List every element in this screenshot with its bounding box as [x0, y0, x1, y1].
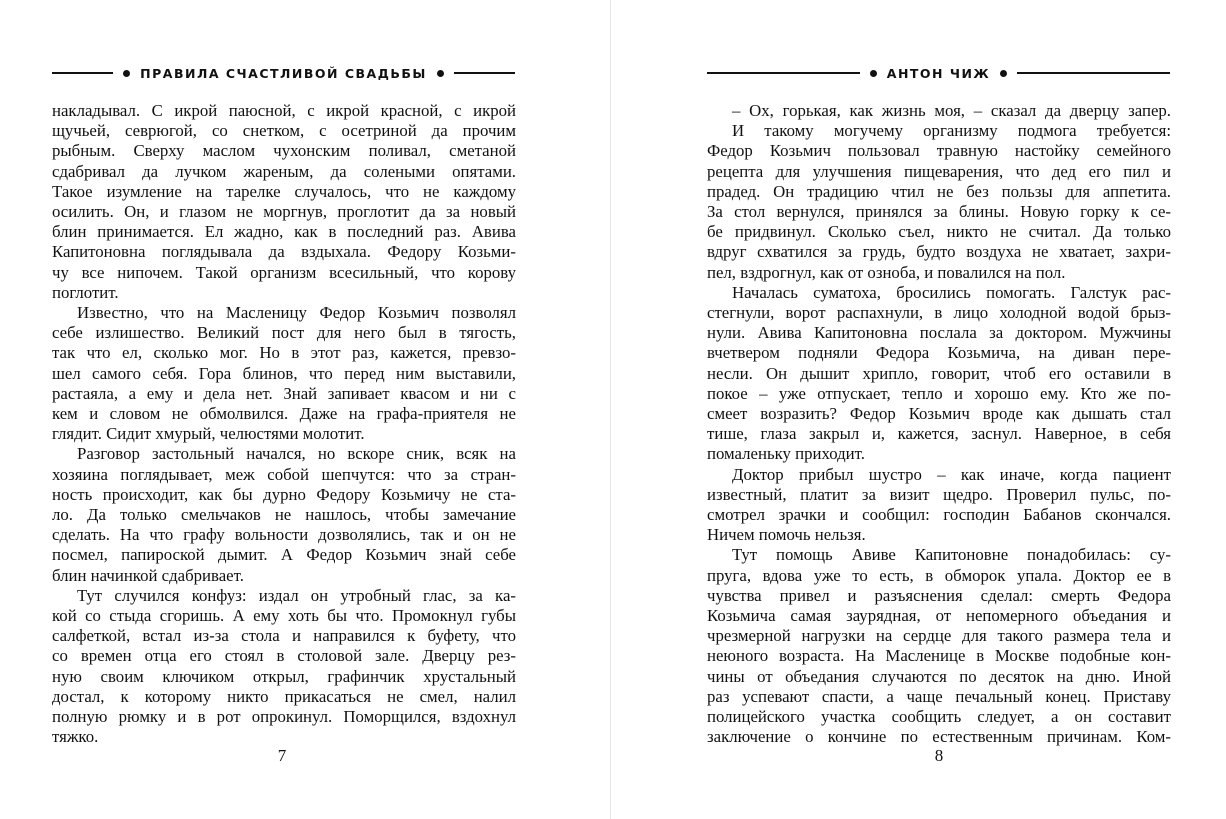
text-line: Известно, что на Масленицу Федор Козьмич позволял	[77, 303, 516, 323]
text-line: вчетвером подняли Федора Козьмича, на диван пере-	[707, 343, 1171, 363]
right-page	[611, 0, 1226, 819]
body-text	[52, 101, 516, 748]
header-rule-left	[707, 72, 860, 74]
text-line: сдабривал да лучком жареным, да солеными опятами.	[52, 161, 516, 181]
text-line: Козьмича самая заурядная, от непомерного объедания и	[707, 606, 1171, 626]
text-line: накладывал. С икрой паюсной, с икрой красной, с икрой	[52, 101, 516, 120]
text-line: И такому могучему организму подмога требуется:	[732, 121, 1171, 141]
text-line: чувства привел и разъяснения сделал: смерть Федора	[707, 585, 1171, 605]
text-line: достал, к которому никто прикасаться не смел, налил	[52, 686, 516, 706]
text-line: растаяла, а ему и дела нет. Знай запивает квасом и ни с	[52, 383, 516, 403]
text-line: кем и словом не обмолвился. Даже на графа-приятеля не	[52, 404, 516, 424]
text-line: помаленьку приходит.	[707, 444, 865, 464]
text-line: блин принимается. Ел жадно, как в последний раз. Авива	[52, 222, 516, 242]
text-line: раз успевают спасти, а чаще печальный конец. Приставу	[707, 686, 1171, 706]
text-line: Ничем помочь нельзя.	[707, 525, 866, 545]
text-line: салфеткой, встал из-за стола и направился к буфету, что	[52, 626, 516, 646]
text-line: нули. Авива Капитоновна послала за доктором. Мужчины	[707, 323, 1171, 343]
text-line: ную своим ключиком открыл, графинчик хрустальный	[52, 666, 516, 686]
text-line: полицейского участка сообщить следует, а он составит	[707, 707, 1171, 727]
header-dot-left	[870, 70, 877, 77]
body-text	[707, 101, 1171, 748]
text-line: прадед. Он традицию чтил не без пользы для аппетита.	[707, 181, 1171, 201]
text-line: поглотит.	[52, 282, 119, 302]
text-line: покое – уже отпускает, тепло и хорошо ему. Кто же по-	[707, 383, 1171, 403]
text-line: тише, глаза закрыл и, кажется, заснул. Наверное, в себя	[707, 424, 1171, 444]
text-line: ность происходит, как бы дурно Федору Козьмичу не ста-	[52, 484, 516, 504]
text-line: Федор Козьмич пользовал травную настойку семейного	[707, 141, 1171, 161]
header-dot-left	[123, 70, 130, 77]
text-line: Такое изумление на тарелке случалось, что не каждому	[52, 181, 516, 201]
page-number: 7	[277, 746, 287, 765]
text-line: шел самого себя. Гора блинов, что перед ним выставили,	[52, 363, 516, 383]
text-line: чу все нипочем. Такой организм всесильный, что корову	[52, 262, 516, 282]
header-title: АНТОН ЧИЖ	[886, 65, 991, 81]
text-line: несли. Он дышит хрипло, говорит, чтоб его оставили в	[707, 363, 1171, 383]
text-line: глядит. Сидит хмурый, челюстями молотит.	[52, 424, 365, 444]
text-line: щучьей, севрюгой, со снетком, с осетриной да прочим	[52, 121, 516, 141]
text-line: – Ох, горькая, как жизнь моя, – сказал да дверцу запер.	[732, 101, 1171, 120]
text-line: рыбным. Сверху маслом чухонским поливал, сметаной	[52, 141, 516, 161]
text-line: бе придвинул. Сколько съел, никто не считал. Да только	[707, 222, 1171, 242]
text-line: со времен отца его стоял в столовой зале. Дверцу рез-	[52, 646, 516, 666]
text-line: смеет возразить? Федор Козьмич вроде как дышать стал	[707, 404, 1171, 424]
text-line: сделать. На что графу вольности дозволялись, так и он не	[52, 525, 516, 545]
page-number: 8	[934, 746, 944, 765]
text-line: стегнули, ворот распахнули, в лицо холодной водой брыз-	[707, 303, 1171, 323]
text-line: вдруг схватился за грудь, будто воздуха не хватает, захри-	[707, 242, 1171, 262]
text-line: Доктор прибыл шустро – как иначе, когда пациент	[732, 464, 1171, 484]
text-line: полную рюмку и в рот опрокинул. Поморщился, вздохнул	[52, 707, 516, 727]
running-header	[52, 62, 515, 84]
text-line: хозяина поглядывает, меж собой шепчутся: что за стран-	[52, 464, 516, 484]
text-line: Тут случился конфуз: издал он утробный глас, за ка-	[77, 585, 516, 605]
text-line: известный, платит за визит щедро. Проверил пульс, по-	[707, 484, 1171, 504]
text-line: тяжко.	[52, 727, 99, 747]
text-line: смотрел зрачки и сообщил: господин Бабанов скончался.	[707, 505, 1171, 525]
header-dot-right	[1000, 70, 1007, 77]
text-line: Началась суматоха, бросились помогать. Галстук рас-	[732, 282, 1171, 302]
text-line: За стол вернулся, принялся за блины. Новую горку к се-	[707, 202, 1171, 222]
text-line: блин начинкой сдабривает.	[52, 565, 244, 585]
header-rule-right	[1017, 72, 1170, 74]
text-line: Тут помощь Авиве Капитоновне понадобилась: су-	[732, 545, 1171, 565]
text-line: неюного возраста. На Масленице в Москве подобные кон-	[707, 646, 1171, 666]
text-line: пруга, вдова уже то есть, в обморок упала. Доктор ее в	[707, 565, 1171, 585]
header-title: ПРАВИЛА СЧАСТЛИВОЙ СВАДЬБЫ	[140, 65, 427, 81]
text-line: рецепта для улучшения пищеварения, что дед его пил и	[707, 161, 1171, 181]
text-line: так что ел, сколько мог. Но в этот раз, кажется, превзо-	[52, 343, 516, 363]
text-line: пел, вздрогнул, как от озноба, и повалился на пол.	[707, 262, 1066, 282]
header-rule-right	[454, 72, 515, 74]
text-line: заключение о кончине по естественным причинам. Ком-	[707, 727, 1171, 747]
text-line: кой со стыда сгоришь. А ему хоть бы что. Промокнул губы	[52, 606, 516, 626]
text-line: Разговор застольный начался, но вскоре сник, всяк на	[77, 444, 516, 464]
header-dot-right	[437, 70, 444, 77]
text-line: Капитоновна поглядывала да вздыхала. Федору Козьми-	[52, 242, 516, 262]
left-page	[0, 0, 611, 819]
text-line: посмел, папироской дымит. А Федор Козьмич знай себе	[52, 545, 516, 565]
text-line: осилить. Он, и глазом не моргнув, проглотит да за новый	[52, 202, 516, 222]
text-line: чрезмерной нагрузки на сердце для такого размера тела и	[707, 626, 1171, 646]
text-line: чины от объедания случаются по десяток на дню. Иной	[707, 666, 1171, 686]
text-line: ло. Да только смельчаков не нашлось, чтобы замечание	[52, 505, 516, 525]
header-rule-left	[52, 72, 113, 74]
running-header	[707, 62, 1170, 84]
text-line: себе излишество. Великий пост для него был в тягость,	[52, 323, 516, 343]
